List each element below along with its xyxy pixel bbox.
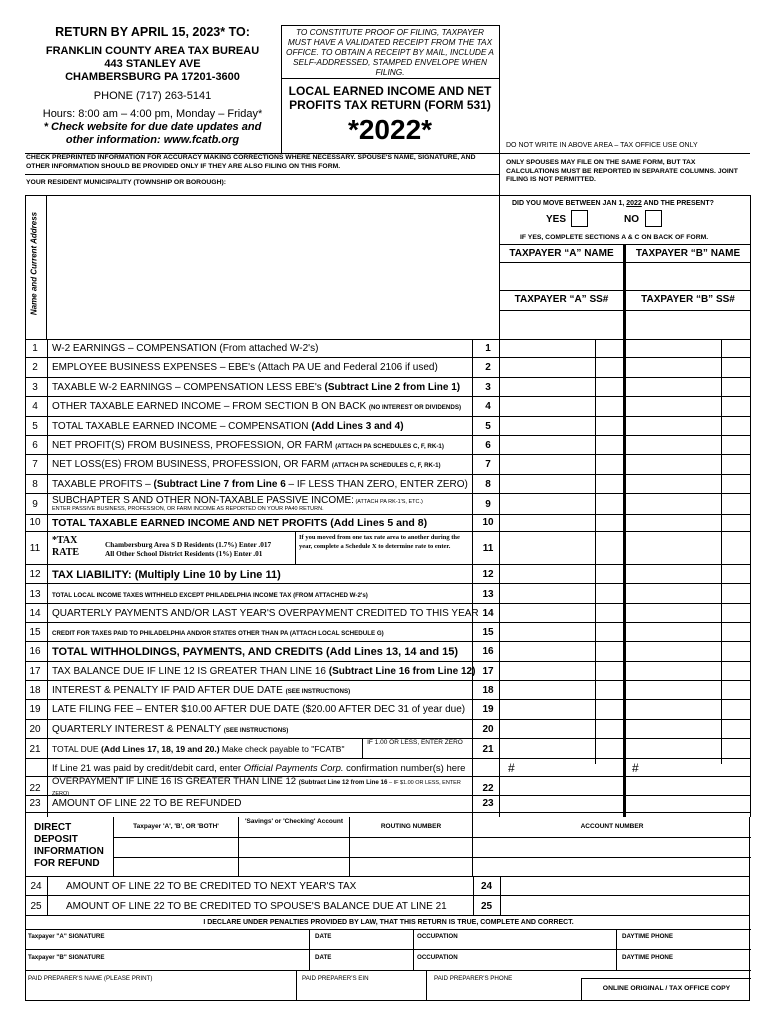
line-16-taxpayer-a-input[interactable] — [500, 642, 621, 660]
line-text-small: (SEE INSTRUCTIONS) — [223, 726, 289, 734]
line-14-taxpayer-a-input[interactable] — [500, 604, 621, 622]
taxpayer-a-name-label: TAXPAYER “A” NAME — [509, 248, 614, 259]
line-text-bold: (Add Lines 3 and 4) — [311, 420, 404, 432]
taxpayer-a-ss-label: TAXPAYER “A” SS# — [514, 294, 609, 305]
line-number: 19 — [29, 704, 41, 716]
form-title-line2: PROFITS TAX RETURN (FORM 531) — [289, 98, 491, 112]
line-desc — [52, 724, 460, 735]
line-text-small: – IF $1.00 OR LESS, ENTER ZERO) — [52, 779, 461, 797]
line-desc — [52, 478, 468, 490]
line-text-bold: (Add Lines 13, 14 and 15) — [326, 646, 459, 659]
line-22-row — [25, 777, 750, 796]
line-8-row — [25, 475, 750, 494]
line-18-taxpayer-b-input[interactable] — [626, 681, 750, 699]
line-number-right: 19 — [482, 704, 494, 716]
line-19-taxpayer-a-input[interactable] — [500, 700, 621, 718]
taxpayer-b-phone[interactable]: DAYTIME PHONE — [622, 954, 673, 961]
line-desc: AMOUNT OF LINE 22 TO BE REFUNDED — [52, 797, 242, 809]
moved-question: DID YOU MOVE BETWEEN JAN 1, 2022 AND THE PRESENT? — [512, 200, 714, 207]
line-number: 2 — [32, 362, 38, 374]
line-2-taxpayer-b-input[interactable] — [626, 358, 750, 376]
line-number-right: 2 — [485, 362, 491, 374]
line-number-right: 7 — [485, 459, 491, 471]
line-17-row — [25, 662, 750, 681]
line-desc — [52, 343, 460, 354]
taxpayer-b-occupation[interactable]: OCCUPATION — [417, 954, 458, 961]
taxpayer-a-date[interactable]: DATE — [315, 933, 332, 940]
line-11-taxpayer-b-input[interactable] — [626, 532, 750, 564]
line-7-taxpayer-b-input[interactable] — [626, 455, 750, 473]
line-5-row — [25, 417, 750, 436]
line-25-row: 25 AMOUNT OF LINE 22 TO BE CREDITED TO SPOUSE'S BALANCE DUE AT LINE 21 25 — [25, 896, 750, 916]
dd-savings-col: 'Savings' or 'Checking' Account — [244, 818, 344, 825]
line-text: EMPLOYEE BUSINESS EXPENSES – EBE's (Attach PA UE and Federal 2106 if used) — [52, 362, 438, 374]
line-23-taxpayer-a-input[interactable] — [500, 796, 621, 812]
line-12-row — [25, 565, 750, 584]
line-number: 22 — [29, 782, 41, 794]
line-number-right: 11 — [482, 543, 494, 555]
line-number: 7 — [32, 459, 38, 471]
spouses-note: ONLY SPOUSES MAY FILE ON THE SAME FORM, BUT TAX CALCULATIONS MUST BE REPORTED IN SEPARATE COLUMNS. JOINT FILING IS NOT PERMITTED. — [506, 159, 738, 183]
line-text: LATE FILING FEE – ENTER $10.00 AFTER DUE DATE ($20.00 AFTER DEC 31 of year due) — [52, 704, 466, 716]
bureau-name: FRANKLIN COUNTY AREA TAX BUREAU — [45, 45, 260, 57]
dd-row2-inputs[interactable] — [114, 858, 750, 876]
dd-routing-col: ROUTING NUMBER — [380, 823, 442, 830]
line-1-taxpayer-a-input[interactable] — [500, 339, 621, 357]
line-12-taxpayer-a-input[interactable] — [500, 565, 621, 583]
line-text: TOTAL WITHHOLDINGS, PAYMENTS, AND CREDITS — [52, 646, 326, 659]
line-13-taxpayer-a-input[interactable] — [500, 585, 621, 603]
taxpayer-b-signature[interactable]: Taxpayer "B" SIGNATURE — [28, 954, 105, 961]
line-number: 11 — [29, 543, 41, 555]
line-text-bold: (Subtract Line 7 from Line 6 — [153, 478, 286, 490]
line-text: If Line 21 was paid by credit/debit card, enter — [52, 762, 244, 774]
copy-label: ONLINE ORIGINAL / TAX OFFICE COPY — [602, 985, 731, 992]
line-desc — [52, 459, 460, 470]
line-15-taxpayer-b-input[interactable] — [626, 623, 750, 641]
line-number: 15 — [29, 627, 41, 639]
line-24-input[interactable] — [501, 877, 750, 895]
line-desc — [52, 744, 344, 754]
line-20-taxpayer-b-input[interactable] — [626, 720, 750, 738]
line-text: TOTAL DUE — [52, 743, 101, 754]
line-desc — [52, 627, 460, 638]
line-1-row — [25, 339, 750, 358]
line-number: 4 — [32, 401, 38, 413]
taxpayer-a-phone[interactable]: DAYTIME PHONE — [622, 933, 673, 940]
line-8-taxpayer-a-input[interactable] — [500, 475, 621, 493]
confirmation-b-input[interactable]: # — [632, 760, 639, 775]
direct-deposit-label: DIRECT DEPOSIT INFORMATION FOR REFUND — [34, 822, 104, 869]
line-text-italic: Official Payments Corp. — [243, 762, 344, 774]
dd-taxpayer-col: Taxpayer 'A', 'B', OR 'BOTH' — [133, 823, 219, 830]
line-number: 5 — [32, 420, 38, 432]
line-text: OVERPAYMENT IF LINE 16 IS GREATER THAN LINE 12 — [52, 775, 299, 787]
line-6-taxpayer-a-input[interactable] — [500, 436, 621, 454]
line-text-small: (Subtract Line 12 from Line 16 — [298, 778, 388, 786]
line-desc — [52, 362, 460, 373]
moved-no-checkbox[interactable] — [645, 210, 662, 227]
line-number: 10 — [29, 517, 41, 529]
dd-account-col: ACCOUNT NUMBER — [580, 823, 644, 830]
line-23-row — [25, 796, 750, 813]
line-text: QUARTERLY INTEREST & PENALTY — [52, 723, 224, 735]
line-24-desc: AMOUNT OF LINE 22 TO BE CREDITED TO NEXT YEAR'S TAX — [66, 881, 357, 892]
line-9-sub: ENTER PASSIVE BUSINESS, PROFESSION, OR FARM INCOME AS REPORTED ON YOUR PA40 RETURN. — [52, 506, 324, 513]
line-number: 12 — [29, 569, 41, 581]
line-number-right: 14 — [482, 607, 494, 619]
taxpayer-b-date[interactable]: DATE — [315, 954, 332, 961]
line-text-small: (ATTACH PA SCHEDULES C, F, RK-1) — [331, 462, 441, 470]
line-10-row — [25, 515, 750, 532]
bureau-address1: 443 STANLEY AVE — [104, 58, 201, 70]
line-desc — [52, 665, 476, 677]
line-6-row — [25, 436, 750, 455]
line-desc — [52, 382, 460, 393]
signature-section — [25, 916, 750, 1001]
line-text-after: – IF LESS THAN ZERO, ENTER ZERO) — [285, 478, 468, 490]
website-note2: other information: www.fcatb.org — [65, 134, 240, 146]
line-3-taxpayer-a-input[interactable] — [500, 378, 621, 396]
line-text: TAXABLE W-2 EARNINGS – COMPENSATION LESS EBE's — [52, 381, 325, 393]
line-9-row — [25, 494, 750, 515]
line-number: 6 — [32, 440, 38, 451]
line-5-taxpayer-b-input[interactable] — [626, 417, 750, 435]
line-25-desc: AMOUNT OF LINE 22 TO BE CREDITED TO SPOUSE'S BALANCE DUE AT LINE 21 — [66, 901, 447, 912]
office-hours: Hours: 8:00 am – 4:00 pm, Monday – Friday* — [42, 108, 263, 120]
line-number-right: 6 — [485, 440, 491, 451]
line-text: QUARTERLY PAYMENTS AND/OR LAST YEAR'S OVERPAYMENT CREDITED TO THIS YEAR — [52, 607, 479, 619]
line-15-row — [25, 623, 750, 642]
line-13-taxpayer-b-input[interactable] — [626, 585, 750, 603]
line-number: 20 — [29, 723, 41, 735]
tax-year: *2022* — [347, 114, 433, 145]
dd-row1-inputs[interactable] — [114, 838, 750, 856]
line-11-row — [25, 532, 750, 565]
line-text: INTEREST & PENALTY IF PAID AFTER DUE DATE — [52, 685, 286, 696]
line-7-row — [25, 455, 750, 474]
line-21-taxpayer-a-input[interactable] — [500, 739, 621, 758]
line-6-taxpayer-b-input[interactable] — [626, 436, 750, 454]
line-20-row — [25, 720, 750, 739]
line-text-after: Make check payable to "FCATB" — [219, 743, 345, 754]
check-info-note: CHECK PREPRINTED INFORMATION FOR ACCURACY MAKING CORRECTIONS WHERE NECESSARY. SPOUSE'S NAME, SIGNATURE, AND OTHER INFORMATION SHOULD BE PROVIDED ONLY IF THEY ARE ALSO FILING ON THIS FORM. — [26, 154, 476, 170]
line-number: 9 — [32, 499, 38, 511]
line-text: W-2 EARNINGS – COMPENSATION (From attached W-2's) — [52, 343, 319, 354]
line-desc — [52, 495, 460, 512]
line-9-taxpayer-b-input[interactable] — [626, 494, 750, 514]
taxpayer-a-signature[interactable]: Taxpayer "A" SIGNATURE — [28, 933, 105, 940]
line-number-right: 12 — [482, 569, 494, 581]
line-21-taxpayer-b-input[interactable] — [626, 739, 750, 758]
line-number-right: 8 — [485, 478, 491, 490]
line-number: 21 — [29, 743, 41, 755]
line-number-right: 23 — [482, 797, 494, 809]
line-number-right: 9 — [485, 499, 491, 511]
line-number-right: 4 — [485, 401, 491, 413]
line-20-taxpayer-a-input[interactable] — [500, 720, 621, 738]
line-3-taxpayer-b-input[interactable] — [626, 378, 750, 396]
header-mailing-block — [25, 25, 280, 147]
credit-card-row — [25, 759, 750, 777]
line-4-taxpayer-b-input[interactable] — [626, 397, 750, 415]
line-number: 16 — [29, 646, 41, 658]
line-1-taxpayer-b-input[interactable] — [626, 339, 750, 357]
line-number: 17 — [29, 665, 41, 677]
name-address-input[interactable] — [47, 196, 499, 338]
line-5-taxpayer-a-input[interactable] — [500, 417, 621, 435]
line-number-right: 21 — [482, 743, 494, 755]
line-18-taxpayer-a-input[interactable] — [500, 681, 621, 699]
preparer-phone[interactable]: PAID PREPARER'S PHONE — [434, 975, 513, 982]
line-number-right: 15 — [482, 627, 494, 639]
line-4-row — [25, 397, 750, 416]
line-8-taxpayer-b-input[interactable] — [626, 475, 750, 493]
line-17-taxpayer-b-input[interactable] — [626, 662, 750, 680]
line-text: NET PROFIT(S) FROM BUSINESS, PROFESSION, OR FARM — [52, 440, 336, 451]
line-22-taxpayer-b-input[interactable] — [626, 777, 750, 795]
line-2-row — [25, 358, 750, 377]
line-22-taxpayer-a-input[interactable] — [500, 777, 621, 795]
line-4-taxpayer-a-input[interactable] — [500, 397, 621, 415]
line-7-taxpayer-a-input[interactable] — [500, 455, 621, 473]
line-14-row — [25, 604, 750, 623]
tax-rate-options: Chambersburg Area S D Residents (1.7%) Enter .017 All Other School District Residents (1%) Enter .01 — [105, 540, 272, 559]
line-text-small: TOTAL LOCAL INCOME TAXES WITHHELD EXCEPT PHILADELPHIA INCOME TAX (FROM ATTACHED W-2's) — [52, 591, 368, 599]
preparer-name[interactable]: PAID PREPARER'S NAME (PLEASE PRINT) — [28, 975, 153, 982]
line-12-taxpayer-b-input[interactable] — [626, 565, 750, 583]
office-use-note: DO NOT WRITE IN ABOVE AREA – TAX OFFICE USE ONLY — [506, 142, 698, 149]
line-desc — [52, 685, 460, 696]
declaration: I DECLARE UNDER PENALTIES PROVIDED BY LAW, THAT THIS RETURN IS TRUE, COMPLETE AND CORRECT. — [203, 919, 574, 926]
line-17-taxpayer-a-input[interactable] — [500, 662, 621, 680]
line-3-row — [25, 378, 750, 397]
line-desc — [52, 704, 466, 716]
tax-rate-label: *TAX RATE — [52, 535, 80, 559]
line-number-right: 20 — [482, 723, 494, 735]
line-16-row — [25, 642, 750, 661]
line-number-right: 18 — [482, 685, 494, 696]
line-number-right: 16 — [482, 646, 494, 658]
line-text-small: (ATTACH PA RK-1'S, ETC.) — [353, 499, 423, 506]
moved-no-label: NO — [624, 214, 639, 225]
line-21-row — [25, 739, 750, 759]
line-number-right: 5 — [485, 420, 491, 432]
line-14-taxpayer-b-input[interactable] — [626, 604, 750, 622]
taxpayer-a-name-input[interactable] — [500, 263, 622, 290]
line-text-small: (SEE INSTRUCTIONS) — [285, 688, 351, 695]
taxpayer-b-name-label: TAXPAYER “B” NAME — [635, 248, 741, 259]
line-10-taxpayer-a-input[interactable] — [500, 515, 621, 531]
line-desc: TOTAL TAXABLE EARNED INCOME AND NET PROFITS (Add Lines 5 and 8) — [52, 517, 428, 530]
line-13-row — [25, 585, 750, 604]
line-number-right: 3 — [485, 381, 491, 393]
line-text-small: CREDIT FOR TAXES PAID TO PHILADELPHIA AND/OR STATES OTHER THAN PA (ATTACH LOCAL SCHEDULE G) — [52, 630, 384, 638]
line-text-after: confirmation number(s) here — [343, 762, 466, 774]
line-text-small: (NO INTEREST OR DIVIDENDS) — [368, 404, 462, 412]
line-11-taxpayer-a-input[interactable] — [500, 532, 621, 564]
line-text: TAXABLE PROFITS – — [52, 478, 154, 490]
preparer-ein[interactable]: PAID PREPARER'S EIN — [302, 975, 369, 982]
line-18-row — [25, 681, 750, 700]
line-number: 8 — [32, 478, 38, 490]
taxpayer-a-occupation[interactable]: OCCUPATION — [417, 933, 458, 940]
name-address-vertical-label: Name and Current Address — [29, 211, 39, 316]
form-title-line1: LOCAL EARNED INCOME AND NET — [288, 84, 492, 98]
direct-deposit-section — [25, 817, 750, 877]
municipality-label: YOUR RESIDENT MUNICIPALITY (TOWNSHIP OR BOROUGH): — [26, 179, 227, 186]
line-10-taxpayer-b-input[interactable] — [626, 515, 750, 531]
line-number-right: 10 — [482, 517, 494, 529]
line-text-small: (ATTACH PA SCHEDULES C, F, RK-1) — [335, 443, 444, 450]
website-note1: * Check website for due date updates and — [43, 121, 262, 133]
line-9-taxpayer-a-input[interactable] — [500, 494, 621, 514]
line-23-taxpayer-b-input[interactable] — [626, 796, 750, 812]
line-text: SUBCHAPTER S AND OTHER NON-TAXABLE PASSIVE INCOME: — [52, 495, 354, 507]
line-19-taxpayer-b-input[interactable] — [626, 700, 750, 718]
line-24-row: 24 AMOUNT OF LINE 22 TO BE CREDITED TO NEXT YEAR'S TAX 24 — [25, 877, 750, 896]
line-text-bold: (Add Lines 17, 18, 19 and 20.) — [100, 743, 220, 754]
moved-yes-label: YES — [546, 214, 567, 225]
tax-rate-note: If you moved from one tax rate area to another during the year, complete a Schedule X to determine rate to enter. — [299, 534, 460, 550]
form-title — [284, 84, 496, 112]
moved-yes-checkbox[interactable] — [571, 210, 588, 227]
line-text: TOTAL TAXABLE EARNED INCOME – COMPENSATION — [52, 420, 312, 432]
line-desc — [52, 646, 460, 658]
line-text-bold: (Subtract Line 2 from Line 1) — [324, 381, 461, 393]
line-text: TAX BALANCE DUE IF LINE 12 IS GREATER THAN LINE 16 — [52, 665, 329, 677]
line-19-row — [25, 700, 750, 719]
line-desc — [52, 607, 479, 619]
moved-if-yes-note: IF YES, COMPLETE SECTIONS A & C ON BACK OF FORM. — [520, 234, 709, 241]
taxpayer-a-ss-input[interactable] — [500, 311, 622, 338]
confirmation-a-input[interactable]: # — [508, 760, 515, 775]
taxpayer-b-ss-label: TAXPAYER “B” SS# — [641, 294, 735, 305]
line-number-right: 17 — [482, 665, 494, 677]
line-21-note: IF 1.00 OR LESS, ENTER ZERO — [367, 738, 463, 746]
line-number: 18 — [29, 685, 41, 696]
return-by: RETURN BY APRIL 15, 2023* TO: — [55, 25, 250, 39]
line-text: TAX LIABILITY: (Multiply Line 10 by Line 11) — [52, 569, 281, 582]
line-desc — [52, 569, 460, 581]
line-2-taxpayer-a-input[interactable] — [500, 358, 621, 376]
line-number-right: 13 — [482, 588, 494, 600]
line-number: 13 — [29, 588, 41, 600]
line-16-taxpayer-b-input[interactable] — [626, 642, 750, 660]
line-number: 1 — [32, 343, 38, 354]
credit-card-desc — [52, 763, 465, 774]
line-number: 3 — [32, 381, 38, 393]
line-desc — [52, 440, 460, 451]
line-number: 14 — [29, 607, 41, 619]
line-text: NET LOSS(ES) FROM BUSINESS, PROFESSION, OR FARM — [52, 459, 332, 471]
line-desc — [52, 401, 460, 412]
line-number: 23 — [29, 797, 41, 809]
bureau-phone: PHONE (717) 263-5141 — [93, 90, 212, 102]
line-15-taxpayer-a-input[interactable] — [500, 623, 621, 641]
taxpayer-b-name-input[interactable] — [627, 263, 749, 290]
line-number-right: 1 — [485, 343, 491, 354]
proof-of-filing-note: TO CONSTITUTE PROOF OF FILING, TAXPAYER MUST HAVE A VALIDATED RECEIPT FROM THE TAX OFFICE. TO OBTAIN A RECEIPT BY MAIL, INCLUDE A SELF-ADDRESSED, STAMPED ENVELOPE WHEN FILING. — [286, 27, 494, 77]
line-25-input[interactable] — [501, 896, 750, 915]
line-text-bold: (Subtract Line 16 from Line 12) — [328, 665, 476, 677]
bureau-address2: CHAMBERSBURG PA 17201-3600 — [65, 71, 240, 83]
line-text: OTHER TAXABLE EARNED INCOME – FROM SECTION B ON BACK — [52, 401, 369, 413]
taxpayer-b-ss-input[interactable] — [627, 311, 749, 338]
line-desc — [52, 589, 460, 600]
line-number-right: 22 — [482, 782, 494, 794]
line-desc — [52, 421, 460, 432]
